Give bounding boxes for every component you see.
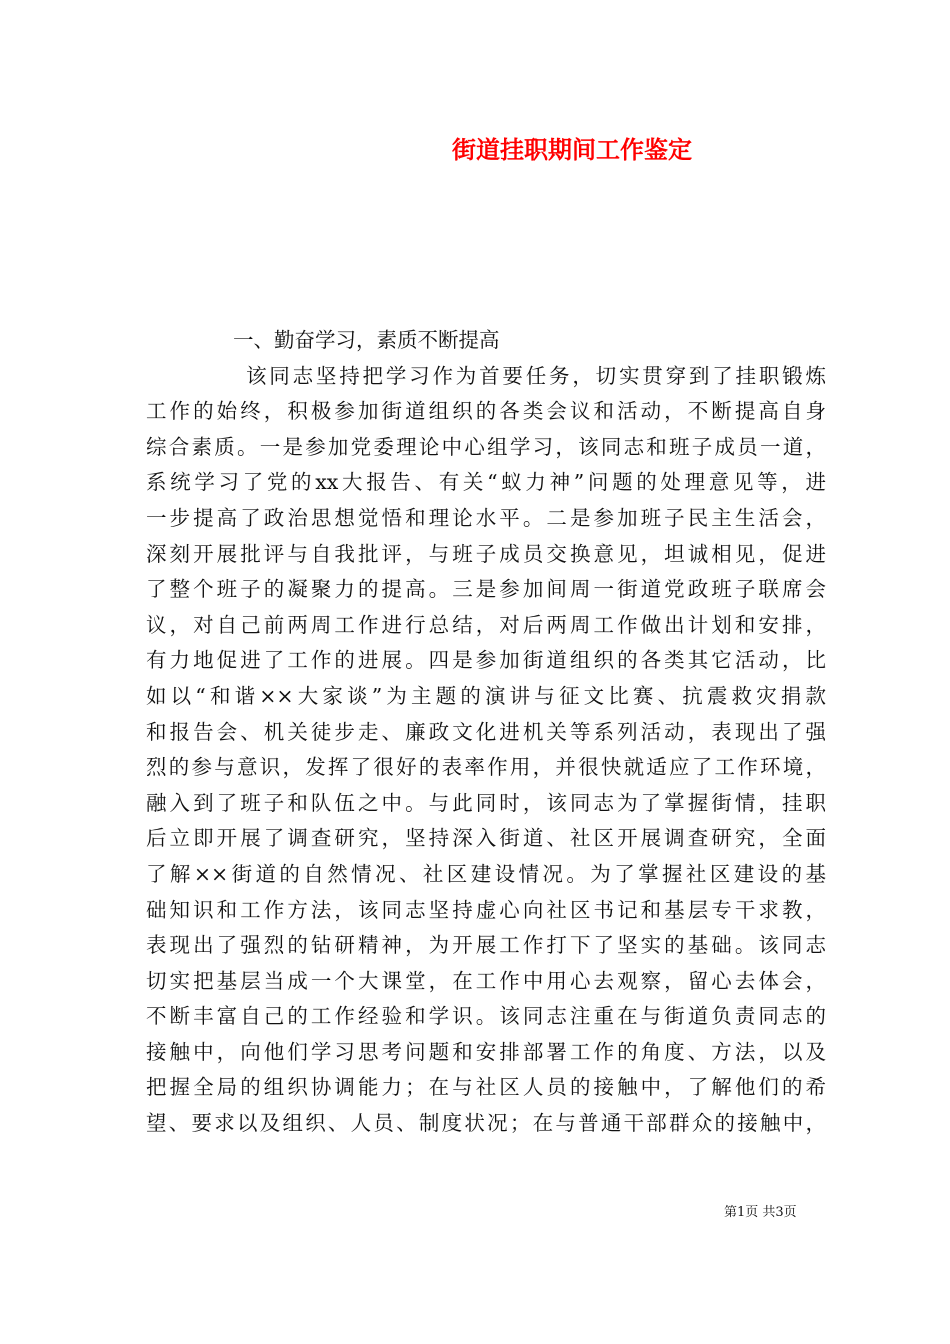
paragraph-line: 一步提高了政治思想觉悟和理论水平。二是参加班子民主生活会，: [146, 505, 826, 530]
paragraph-line: 了解××街道的自然情况、社区建设情况。为了掌握社区建设的基: [146, 861, 826, 886]
paragraph-line: 了整个班子的凝聚力的提高。三是参加间周一街道党政班子联席会: [146, 577, 826, 602]
paragraph-line: 深刻开展批评与自我批评，与班子成员交换意见，坦诚相见，促进: [146, 541, 826, 566]
paragraph: [146, 359, 826, 1142]
paragraph-line: 切实把基层当成一个大课堂，在工作中用心去观察，留心去体会，: [146, 968, 826, 993]
paragraph-line: 不断丰富自己的工作经验和学识。该同志注重在与街道负责同志的: [146, 1004, 826, 1029]
paragraph-line: 把握全局的组织协调能力；在与社区人员的接触中，了解他们的希: [146, 1075, 826, 1100]
page-number-footer: 第1页 共3页: [724, 1205, 797, 1220]
page-title: 街道挂职期间工作鉴定: [452, 135, 692, 164]
paragraph-line: 议，对自己前两周工作进行总结，对后两周工作做出计划和安排，: [146, 612, 826, 637]
paragraph-line: 后立即开展了调查研究，坚持深入街道、社区开展调查研究，全面: [146, 826, 826, 851]
paragraph-line: 如以“和谐××大家谈”为主题的演讲与征文比赛、抗震救灾捐款: [146, 683, 826, 708]
paragraph-line: 融入到了班子和队伍之中。与此同时，该同志为了掌握街情，挂职: [146, 790, 826, 815]
paragraph-line: 和报告会、机关徒步走、廉政文化进机关等系列活动，表现出了强: [146, 719, 826, 744]
document-body: [146, 323, 826, 1142]
paragraph-line: 工作的始终，积极参加街道组织的各类会议和活动，不断提高自身: [146, 399, 826, 424]
paragraph-line: 系统学习了党的xx大报告、有关“蚁力神”问题的处理意见等，进: [146, 470, 826, 495]
paragraph-line: 础知识和工作方法，该同志坚持虚心向社区书记和基层专干求教，: [146, 897, 826, 922]
paragraph-line: 该同志坚持把学习作为首要任务，切实贯穿到了挂职锻炼: [246, 363, 826, 388]
paragraph-line: 有力地促进了工作的进展。四是参加街道组织的各类其它活动，比: [146, 648, 826, 673]
paragraph-line: 接触中，向他们学习思考问题和安排部署工作的角度、方法，以及: [146, 1039, 826, 1064]
paragraph-line: 表现出了强烈的钻研精神，为开展工作打下了坚实的基础。该同志: [146, 933, 826, 958]
paragraph-line: 综合素质。一是参加党委理论中心组学习，该同志和班子成员一道，: [146, 434, 826, 459]
paragraph-line: 烈的参与意识，发挥了很好的表率作用，并很快就适应了工作环境，: [146, 755, 826, 780]
paragraph-line: 望、要求以及组织、人员、制度状况；在与普通干部群众的接触中，: [146, 1111, 826, 1136]
section-heading: 一、勤奋学习，素质不断提高: [233, 328, 500, 352]
